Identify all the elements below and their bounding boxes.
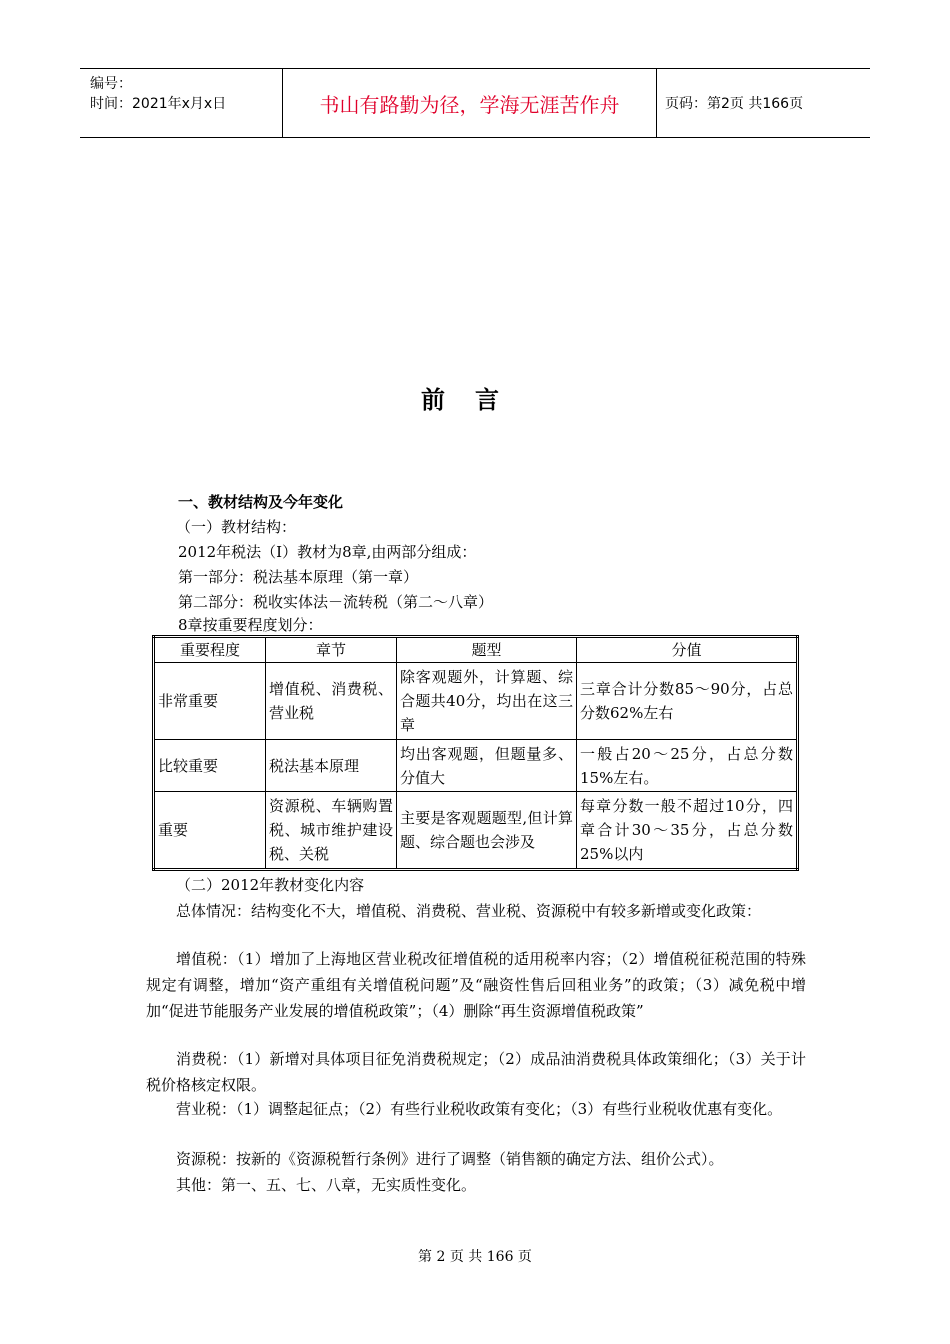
number-label: 编号： — [90, 76, 132, 92]
body-line: 第二部分：税收实体法－流转税（第二～八章） — [178, 593, 494, 611]
table-cell: 主要是客观题题型,但计算题、综合题也会涉及 — [397, 792, 577, 870]
header-motto: 书山有路勤为径，学海无涯苦作舟 — [282, 69, 657, 137]
table-cell: 资源税、车辆购置税、城市维护建设税、关税 — [266, 792, 397, 870]
subsection-heading: （二）2012年教材变化内容 — [176, 876, 365, 894]
body-paragraph: 资源税：按新的《资源税暂行条例》进行了调整（销售额的确定方法、组价公式）。 — [176, 1150, 724, 1168]
table-cell: 每章分数一般不超过10分，四章合计30～35分，占总分数25%以内 — [577, 792, 798, 870]
time-label: 时间：2021年x月x日 — [90, 96, 227, 112]
header-meta — [80, 69, 282, 137]
body-paragraph: 总体情况：结构变化不大，增值税、消费税、营业税、资源税中有较多新增或变化政策： — [176, 902, 762, 920]
table-cell: 重要 — [154, 792, 266, 870]
table-row — [154, 663, 798, 740]
body-line: 8章按重要程度划分： — [178, 616, 323, 634]
body-line: 第一部分：税法基本原理（第一章） — [178, 568, 419, 586]
column-header: 分值 — [577, 637, 798, 663]
table-cell: 除客观题外，计算题、综合题共40分，均出在这三章 — [397, 663, 577, 740]
table-row — [154, 740, 798, 792]
column-header: 重要程度 — [154, 637, 266, 663]
table-cell: 增值税、消费税、营业税 — [266, 663, 397, 740]
page-footer: 第 2 页 共 166 页 — [418, 1249, 532, 1265]
column-header: 章节 — [266, 637, 397, 663]
page-title: 前言 — [421, 386, 529, 414]
body-line: 2012年税法（Ⅰ）教材为8章,由两部分组成： — [178, 543, 477, 561]
page-header — [80, 68, 870, 138]
table-cell: 非常重要 — [154, 663, 266, 740]
table-cell: 均出客观题，但题量多、分值大 — [397, 740, 577, 792]
table-row — [154, 792, 798, 870]
table-cell: 税法基本原理 — [266, 740, 397, 792]
table-header-row — [154, 637, 798, 663]
body-paragraph: 消费税：（1）新增对具体项目征免消费税规定；（2）成品油消费税具体政策细化；（3）关于计税价格核定权限。 — [146, 1050, 806, 1094]
subsection-heading: （一）教材结构： — [176, 518, 297, 536]
table-cell: 比较重要 — [154, 740, 266, 792]
section-heading: 一、教材结构及今年变化 — [178, 493, 344, 511]
table-cell: 一般占20～25分，占总分数15%左右。 — [577, 740, 798, 792]
body-paragraph: 其他：第一、五、七、八章，无实质性变化。 — [176, 1176, 477, 1194]
column-header: 题型 — [397, 637, 577, 663]
importance-table — [152, 635, 799, 871]
table-cell: 三章合计分数85～90分，占总分数62%左右 — [577, 663, 798, 740]
body-paragraph: 增值税：（1）增加了上海地区营业税改征增值税的适用税率内容；（2）增值税征税范围的特殊规定有调整，增加“资产重组有关增值税问题”及“融资性售后回租业务”的政策；（3）减免税中增加“促进节能服务产业发展的增值税政策”；（4）删除“再生资源增值税政策” — [146, 950, 806, 1020]
body-paragraph: 营业税：（1）调整起征点；（2）有些行业税收政策有变化；（3）有些行业税收优惠有变化。 — [176, 1100, 783, 1118]
header-page-info: 页码：第2页 共166页 — [665, 96, 804, 112]
